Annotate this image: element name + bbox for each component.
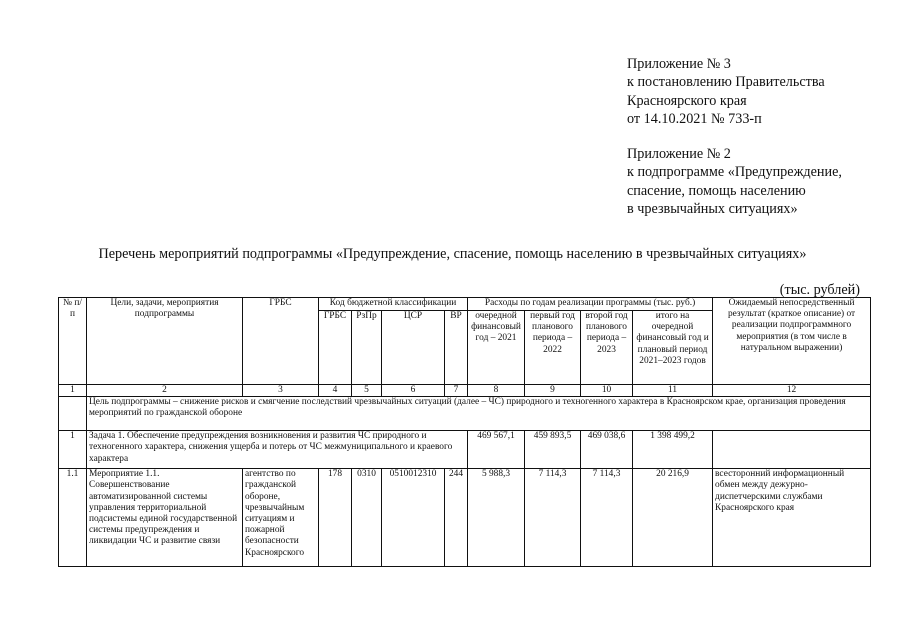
column-number: 6 [382,385,445,397]
header-y2023: второй год планового периода – 2023 [581,311,633,385]
goal-row [59,397,871,431]
header-line: спасение, помощь населению [627,182,806,199]
document-title: Перечень мероприятий подпрограммы «Предупреждение, спасение, помощь населению в чрезвычайных ситуациях» [98,246,807,262]
task-total: 1 398 499,2 [633,431,713,469]
measure-grbs: 178 [319,469,352,567]
header-grbs: ГРБС [243,298,319,385]
header-line: к постановлению Правительства [627,74,825,91]
column-number: 9 [525,385,581,397]
header-kbk: Код бюджетной классификации [319,298,468,311]
header-line: Приложение № 2 [627,146,731,162]
column-number: 5 [352,385,382,397]
header-total: итого на очередной финансовый год и плановый период 2021–2023 годов [633,311,713,385]
column-number: 8 [468,385,525,397]
units-label: (тыс. рублей) [779,282,860,298]
column-number: 11 [633,385,713,397]
measures-table [58,297,871,567]
approval-header-2 [627,145,842,219]
column-number: 7 [445,385,468,397]
task-y2023: 469 038,6 [581,431,633,469]
header-num: № п/п [59,298,87,385]
header-line: от 14.10.2021 № 733-п [627,111,762,128]
task-row [59,431,871,469]
measure-vr: 244 [445,469,468,567]
header-kbk-grbs: ГРБС [319,311,352,385]
header-line: к подпрограмме «Предупреждение, [627,164,842,181]
column-number: 12 [713,385,871,397]
task-y2021: 469 567,1 [468,431,525,469]
header-goals: Цели, задачи, мероприятия подпрограммы [87,298,243,385]
measure-rzpr: 0310 [352,469,382,567]
task-text: Задача 1. Обеспечение предупреждения возникновения и развития ЧС природного и техногенного характера, снижения ущерба и потерь от ЧС межмуниципального и краевого характера [87,431,468,469]
column-number: 1 [59,385,87,397]
header-kbk-rzpr: РзПр [352,311,382,385]
header-kbk-vr: ВР [445,311,468,385]
measure-num: 1.1 [59,469,87,567]
goal-text: Цель подпрограммы – снижение рисков и смягчение последствий чрезвычайных ситуаций (далее – ЧС) природного и техногенного характера в Красноярском крае, организация проведения мероприятий по гражданской обороне [87,397,871,431]
task-num: 1 [59,431,87,469]
measure-grbs-name: агентство по гражданской обороне, чрезвычайным ситуациям и пожарной безопасности Красноярского [243,469,319,567]
header-y2022: первый год планового периода – 2022 [525,311,581,385]
header-line: в чрезвычайных ситуациях» [627,201,798,218]
header-line: Красноярского края [627,92,747,109]
column-number: 10 [581,385,633,397]
measure-total: 20 216,9 [633,469,713,567]
measure-y2023: 7 114,3 [581,469,633,567]
header-expenses: Расходы по годам реализации программы (тыс. руб.) [468,298,713,311]
header-kbk-csr: ЦСР [382,311,445,385]
measure-csr: 0510012310 [382,469,445,567]
measure-result: всесторонний информационный обмен между дежурно-диспетчерскими службами Красноярского края [713,469,871,567]
header-y2021: очередной финансовый год – 2021 [468,311,525,385]
column-number: 4 [319,385,352,397]
task-y2022: 459 893,5 [525,431,581,469]
column-number: 3 [243,385,319,397]
measure-y2022: 7 114,3 [525,469,581,567]
measure-y2021: 5 988,3 [468,469,525,567]
header-result: Ожидаемый непосредственный результат (краткое описание) от реализации подпрограммного мероприятия (в том числе в натуральном выражении) [713,298,871,385]
approval-header-1 [627,55,825,129]
column-number: 2 [87,385,243,397]
header-line: Приложение № 3 [627,56,731,72]
measure-row [59,469,871,567]
measure-text: Мероприятие 1.1. Совершенствование автоматизированной системы управления территориальной подсистемы единой государственной системы предупреждения и ликвидации ЧС и развитие связи [87,469,243,567]
